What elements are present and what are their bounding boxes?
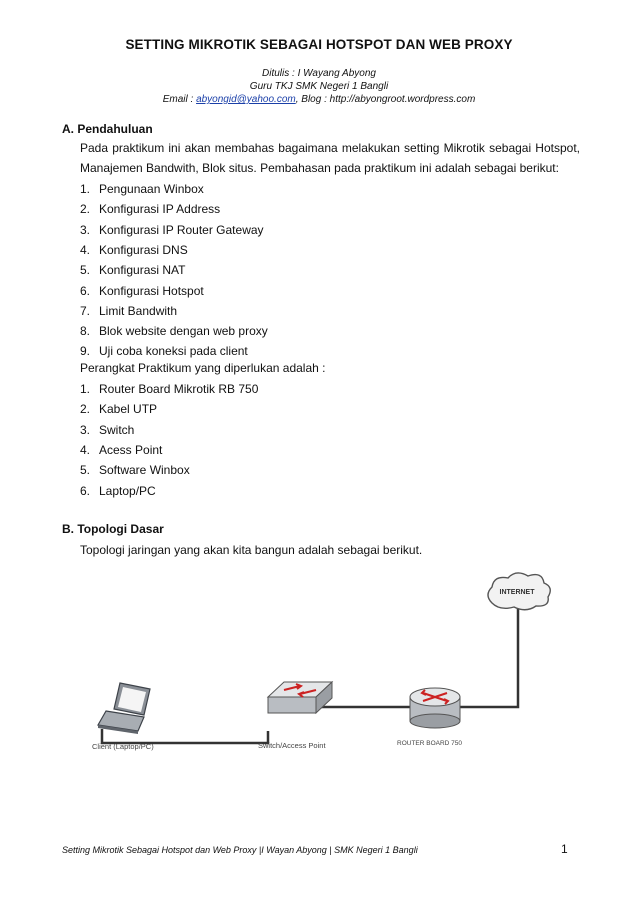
step-item-text: Uji coba koneksi pada client <box>99 344 248 359</box>
step-item <box>80 202 220 216</box>
equipment-item <box>80 463 190 477</box>
email-prefix: Email : <box>162 94 197 105</box>
role-line: Guru TKJ SMK Negeri 1 Bangli <box>249 81 389 92</box>
equipment-item-number: 3. <box>80 422 91 437</box>
equipment-item-text: Switch <box>99 422 135 437</box>
blog-text: , Blog : http://abyongroot.wordpress.com <box>295 94 476 105</box>
page-number: 1 <box>561 842 568 856</box>
step-item-text: Konfigurasi IP Address <box>99 202 221 217</box>
step-item-text: Konfigurasi Hotspot <box>99 283 204 298</box>
step-item-text: Konfigurasi NAT <box>99 263 186 278</box>
step-item-text: Konfigurasi DNS <box>99 242 188 257</box>
document-title: SETTING MIKROTIK SEBAGAI HOTSPOT DAN WEB PROXY <box>125 37 513 52</box>
equipment-item <box>80 382 258 396</box>
router-label: ROUTER BOARD 750 <box>397 740 463 747</box>
step-item <box>80 263 185 277</box>
topology-intro: Topologi jaringan yang akan kita bangun adalah sebagai berikut. <box>80 543 423 557</box>
laptop-icon <box>98 683 150 734</box>
intro-line-2: Manajemen Bandwith, Blok situs. Pembahasan pada praktikum ini adalah sebagai berikut: <box>80 161 559 175</box>
step-item-number: 1. <box>80 182 91 196</box>
equipment-item-number: 1. <box>80 382 91 396</box>
equipment-item <box>80 484 156 498</box>
equipment-item-text: Router Board Mikrotik RB 750 <box>99 382 259 396</box>
internet-label: INTERNET <box>499 589 535 596</box>
section-b-heading: B. Topologi Dasar <box>62 522 164 536</box>
topology-diagram <box>80 565 560 765</box>
step-item-number: 7. <box>80 303 91 318</box>
equipment-item-number: 4. <box>80 442 91 457</box>
cable-router-internet <box>460 605 518 707</box>
contact-line <box>0 94 638 105</box>
step-item-number: 5. <box>80 263 91 278</box>
equipment-item-text: Laptop/PC <box>99 483 156 498</box>
equipment-item-number: 2. <box>80 402 91 417</box>
step-item-text: Blok website dengan web proxy <box>99 324 268 339</box>
step-item <box>80 304 177 318</box>
page-footer: Setting Mikrotik Sebagai Hotspot dan Web Proxy |I Wayan Abyong | SMK Negeri 1 Bangli <box>62 845 418 855</box>
step-item-text: Pengunaan Winbox <box>99 182 204 196</box>
equipment-intro: Perangkat Praktikum yang diperlukan adalah : <box>80 361 326 375</box>
step-item-number: 9. <box>80 344 91 359</box>
internet-cloud-icon <box>488 573 550 610</box>
equipment-item <box>80 402 157 416</box>
step-item <box>80 182 204 196</box>
equipment-item-text: Kabel UTP <box>99 402 158 417</box>
switch-icon <box>268 682 332 713</box>
step-item-number: 2. <box>80 202 91 217</box>
equipment-item <box>80 443 162 457</box>
switch-label: Switch/Access Point <box>258 741 326 750</box>
router-icon <box>410 688 460 728</box>
step-item-number: 4. <box>80 242 91 257</box>
step-item-text: Konfigurasi IP Router Gateway <box>99 222 264 237</box>
step-item <box>80 324 268 338</box>
step-item-number: 8. <box>80 324 91 339</box>
equipment-item-number: 5. <box>80 463 91 478</box>
step-item-text: Limit Bandwith <box>99 303 178 318</box>
equipment-item-text: Software Winbox <box>99 463 190 478</box>
author-line: Ditulis : I Wayang Abyong <box>262 68 376 79</box>
step-item-number: 6. <box>80 283 91 298</box>
step-item <box>80 223 264 237</box>
client-label: Client (Laptop/PC) <box>92 742 154 751</box>
equipment-item-number: 6. <box>80 483 91 498</box>
step-item <box>80 243 188 257</box>
section-a-heading: A. Pendahuluan <box>62 122 153 136</box>
step-item <box>80 344 248 358</box>
step-item-number: 3. <box>80 222 91 237</box>
intro-line-1: Pada praktikum ini akan membahas bagaimana melakukan setting Mikrotik sebagai Hotspot, <box>80 141 580 155</box>
equipment-item-text: Acess Point <box>99 442 163 457</box>
step-item <box>80 284 204 298</box>
email-link[interactable]: abyongid@yahoo.com <box>196 94 296 105</box>
equipment-item <box>80 423 134 437</box>
